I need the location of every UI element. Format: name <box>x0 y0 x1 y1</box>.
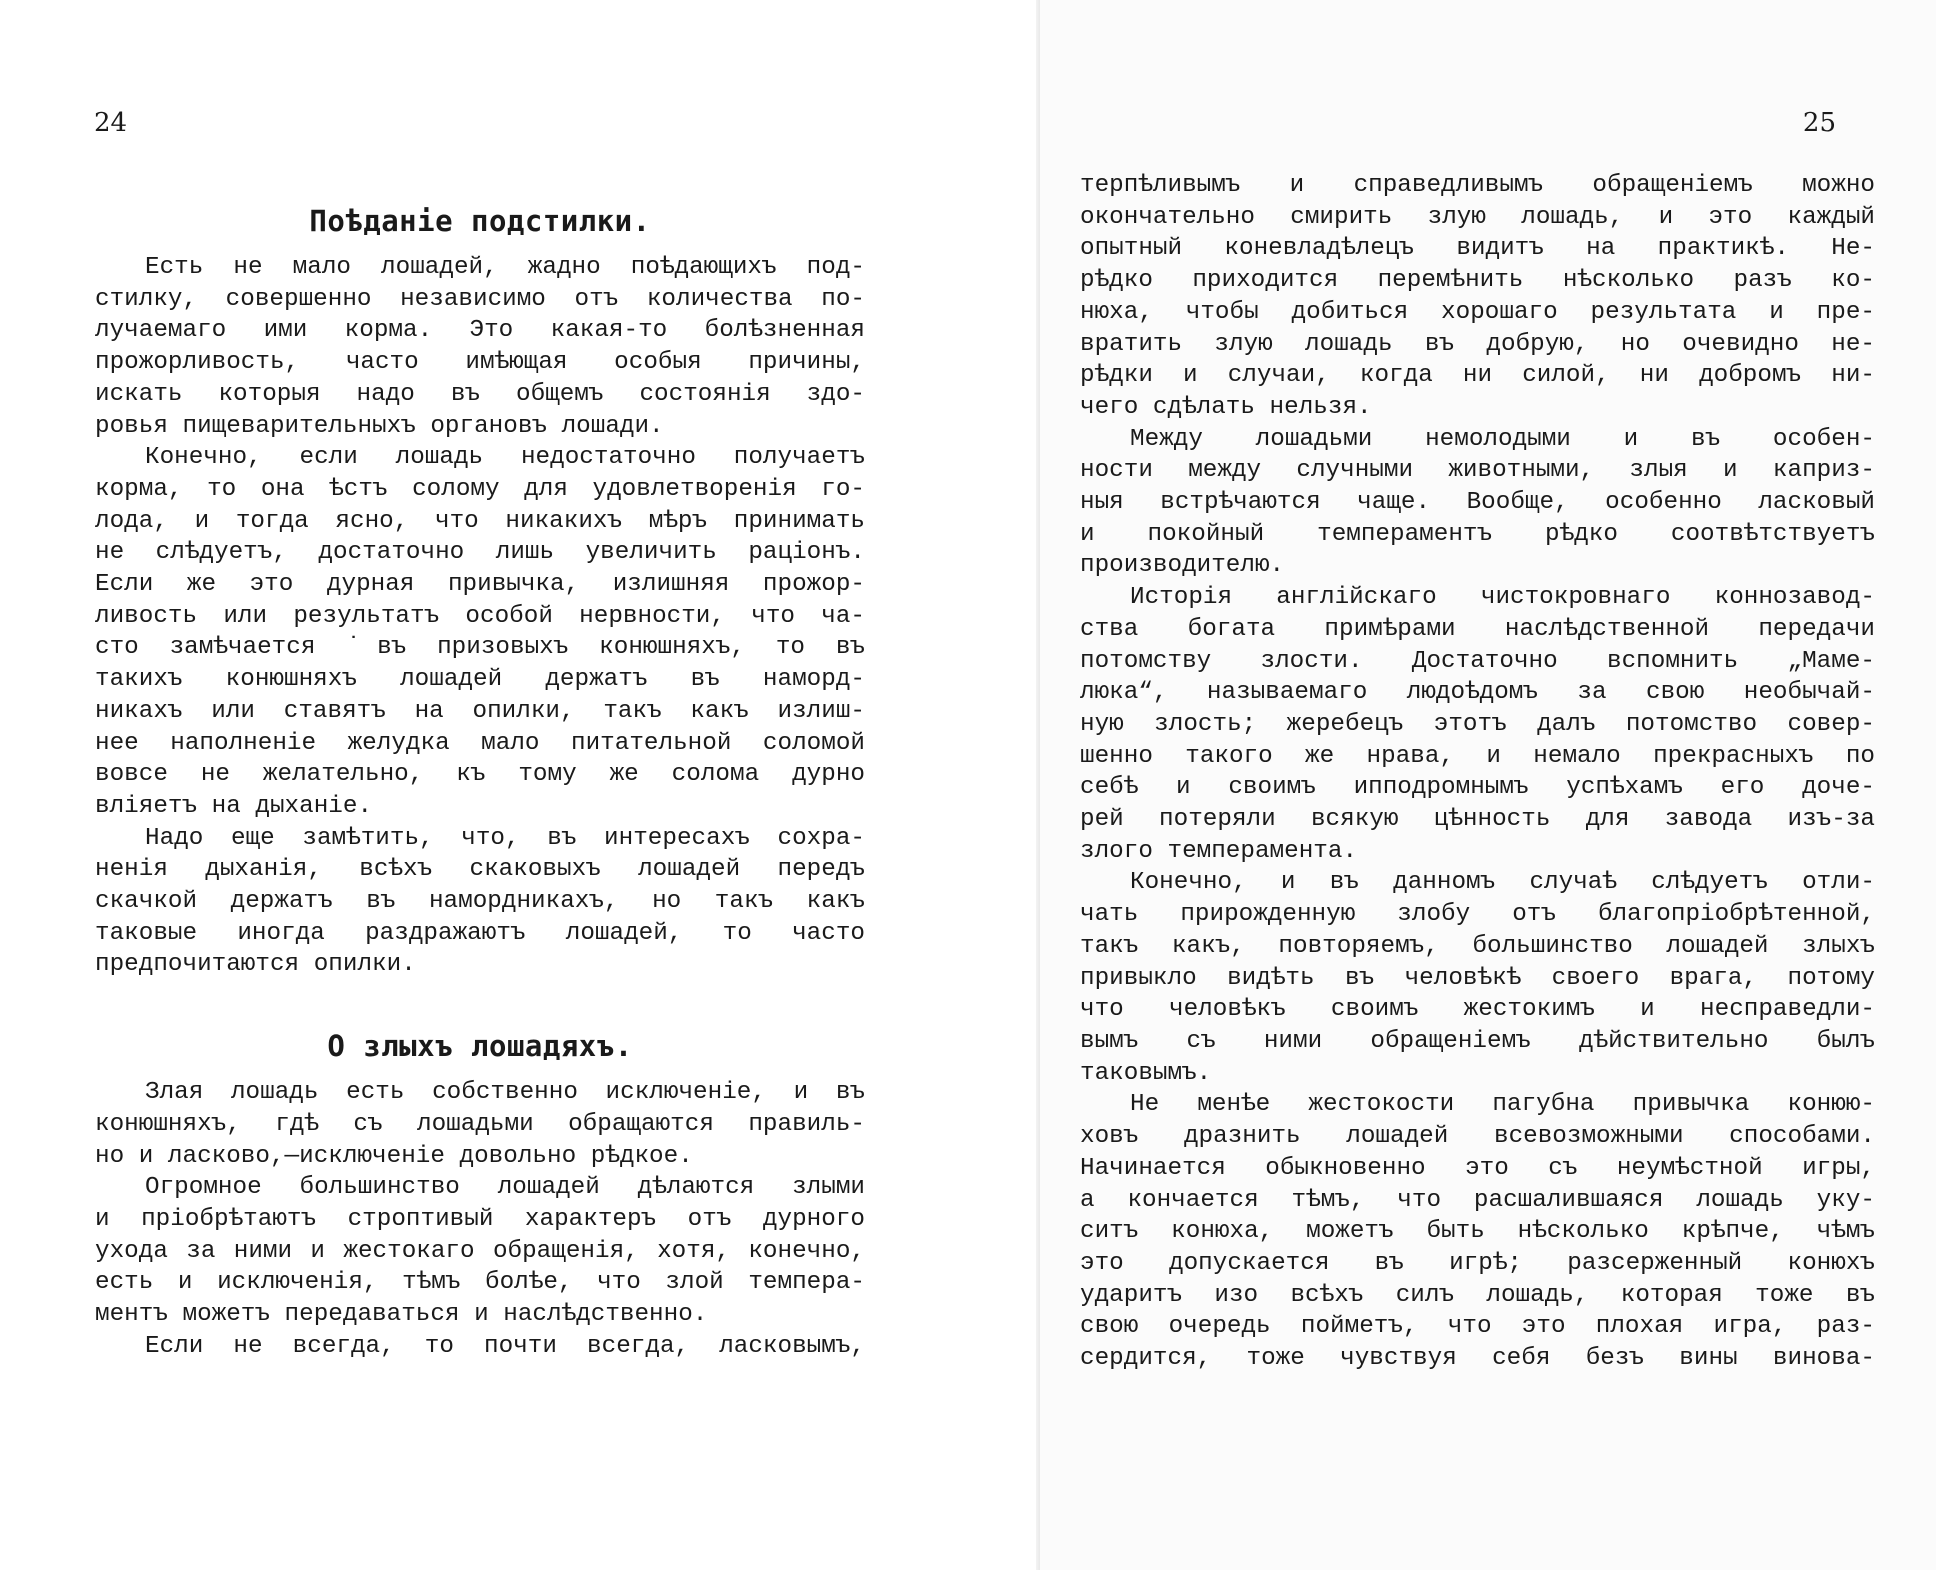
right-column <box>1080 170 1875 1375</box>
text-line: терпѣливымъ и справедливымъ обращеніемъ можно <box>1080 172 1875 199</box>
text-line: Если же это дурная привычка, излишняя прожор- <box>95 571 865 599</box>
text-line: рѣдки и случаи, когда ни силой, ни добромъ ни- <box>1080 362 1875 390</box>
text-line: ненія дыханія, всѣхъ скаковыхъ лошадей передъ <box>95 856 865 884</box>
text-line: ситъ конюха, можетъ быть нѣсколько крѣпче, чѣмъ <box>1080 1218 1875 1246</box>
text-line: люка“, называемаго людоѣдомъ за свою необычай- <box>1080 679 1875 707</box>
text-line: искать которыя надо въ общемъ состоянія здо- <box>95 380 865 408</box>
paragraph <box>1080 1089 1875 1374</box>
text-line: ливость или результатъ особой нервности, что ча- <box>95 602 865 630</box>
text-line: вратить злую лошадь въ добрую, но очевидно не- <box>1080 330 1875 358</box>
text-line: таковые иногда раздражаютъ лошадей, то часто <box>95 919 865 947</box>
left-column <box>95 196 865 1363</box>
text-line: ныя встрѣчаются чаще. Вообще, особенно ласковый <box>1080 489 1875 517</box>
text-line: но и ласково,—исключеніе довольно рѣдкое. <box>95 1142 693 1170</box>
text-line: шенно такого же нрава, и немало прекрасныхъ по <box>1080 742 1875 770</box>
paragraph <box>95 1077 865 1172</box>
text-line: Если не всегда, то почти всегда, ласковымъ, <box>145 1332 865 1360</box>
text-line: конюшняхъ, гдѣ съ лошадьми обращаются правиль- <box>95 1110 865 1138</box>
text-line: ную злость; жеребецъ этотъ далъ потомство совер- <box>1080 710 1875 738</box>
text-line: рѣдко приходится перемѣнить нѣсколько разъ ко- <box>1080 267 1875 295</box>
text-line: вовсе не желательно, къ тому же солома дурно <box>95 761 865 789</box>
text-line: Конечно, и въ данномъ случаѣ слѣдуетъ отли- <box>1130 869 1875 897</box>
text-line: Огромное большинство лошадей дѣлаются злыми <box>145 1174 865 1202</box>
page-number-right: 25 <box>1802 108 1836 138</box>
paragraph <box>95 442 865 822</box>
text-line: не слѣдуетъ, достаточно лишь увеличить раціонъ. <box>95 539 865 567</box>
paragraph <box>95 1331 865 1363</box>
text-line: есть и исключенія, тѣмъ болѣе, что злой темпера- <box>95 1269 865 1297</box>
text-line: ударитъ изо всѣхъ силъ лошадь, которая тоже въ <box>1080 1281 1875 1309</box>
text-line: себѣ и своимъ ипподромнымъ успѣхамъ его доче- <box>1080 774 1875 802</box>
text-line: лода, и тогда ясно, что никакихъ мѣръ принимать <box>95 507 865 535</box>
text-line: лучаемаго ими корма. Это какая-то болѣзненная <box>95 317 865 345</box>
text-line: злого темперамента. <box>1080 837 1358 865</box>
paragraph <box>1080 170 1875 424</box>
text-line: ности между случными животными, злыя и каприз- <box>1080 457 1875 485</box>
text-line: чего сдѣлать нельзя. <box>1080 393 1372 421</box>
text-line: корма, то она ѣстъ солому для удовлетворенія го- <box>95 475 865 503</box>
section-heading-bedding: Поѣданіе подстилки. <box>309 204 651 238</box>
text-line: Надо еще замѣтить, что, въ интересахъ сохра- <box>145 824 865 852</box>
text-line: это допускается въ игрѣ; разсерженный конюхъ <box>1080 1249 1875 1277</box>
text-line: Не менѣе жестокости пагубна привычка конюю- <box>1130 1091 1875 1119</box>
text-line: нюха, чтобы добиться хорошаго результата и пре- <box>1080 298 1875 326</box>
text-line: предпочитаются опилки. <box>95 951 416 979</box>
text-line: стилку, совершенно независимо отъ количества по- <box>95 285 865 313</box>
text-line: рей потеряли всякую цѣнность для завода изъ-за <box>1080 806 1875 834</box>
right-page <box>1040 0 1936 1570</box>
text-line: сердится, тоже чувствуя себя безъ вины винова- <box>1080 1345 1875 1373</box>
text-line: Начинается обыкновенно это съ неумѣстной игры, <box>1080 1154 1875 1182</box>
page-number-left: 24 <box>94 108 128 138</box>
text-line: производителю. <box>1080 552 1285 580</box>
text-line: Конечно, если лошадь недостаточно получаетъ <box>145 444 865 472</box>
text-line: нее наполненіе желудка мало питательной соломой <box>95 729 865 757</box>
text-line: свою очередь пойметъ, что это плохая игра, раз- <box>1080 1313 1875 1341</box>
text-line: Злая лошадь есть собственно исключеніе, и въ <box>145 1079 865 1107</box>
text-line: что человѣкъ своимъ жестокимъ и несправедли- <box>1080 996 1875 1024</box>
text-line: привыкло видѣть въ человѣкѣ своего врага, потому <box>1080 964 1875 992</box>
text-line: такихъ конюшняхъ лошадей держатъ въ наморд- <box>95 666 865 694</box>
text-line: таковымъ. <box>1080 1059 1212 1087</box>
text-line: и пріобрѣтаютъ строптивый характеръ отъ дурного <box>95 1205 865 1233</box>
paragraph <box>1080 582 1875 867</box>
text-line: ровья пищеварительныхъ органовъ лошади. <box>95 412 664 440</box>
text-line: такъ какъ, повторяемъ, большинство лошадей злыхъ <box>1080 932 1875 960</box>
text-line: прожорливость, часто имѣющая особыя причины, <box>95 349 865 377</box>
paragraph <box>1080 867 1875 1089</box>
paragraph <box>95 252 865 442</box>
paragraph <box>95 1172 865 1331</box>
text-line: никахъ или ставятъ на опилки, такъ какъ излиш- <box>95 697 865 725</box>
text-line: Исторія англійскаго чистокровнаго коннозавод- <box>1130 584 1875 612</box>
paragraph <box>1080 424 1875 583</box>
text-line: Есть не мало лошадей, жадно поѣдающихъ под- <box>145 254 865 281</box>
text-line: чать прирожденную злобу отъ благопріобрѣтенной, <box>1080 901 1875 929</box>
text-line: ства богата примѣрами наслѣдственной передачи <box>1080 615 1875 643</box>
text-line: потомству злости. Достаточно вспомнить „Маме- <box>1080 647 1875 675</box>
text-line: вліяетъ на дыханіе. <box>95 792 373 820</box>
text-line: ухода за ними и жестокаго обращенія, хотя, конечно, <box>95 1237 865 1265</box>
text-line: скачкой держатъ въ намордникахъ, но такъ какъ <box>95 888 865 916</box>
section-heading-vicious-horses: О злыхъ лошадяхъ. <box>327 1029 633 1064</box>
text-line: окончательно смирить злую лошадь, и это каждый <box>1080 203 1875 231</box>
paragraph <box>95 823 865 982</box>
text-line: вымъ съ ними обращеніемъ дѣйствительно былъ <box>1080 1027 1875 1055</box>
text-line: ментъ можетъ передаваться и наслѣдственно. <box>95 1301 708 1329</box>
text-line: и покойный темпераментъ рѣдко соотвѣтствуетъ <box>1080 520 1875 548</box>
text-line: опытный коневладѣлецъ видитъ на практикѣ. Не- <box>1080 235 1875 263</box>
text-line: сто замѣчается ˙въ призовыхъ конюшняхъ, то въ <box>95 634 865 662</box>
text-line: а кончается тѣмъ, что расшалившаяся лошадь уку- <box>1080 1186 1875 1214</box>
text-line: Между лошадьми немолодыми и въ особен- <box>1130 425 1875 453</box>
text-line: ховъ дразнить лошадей всевозможными способами. <box>1080 1123 1875 1151</box>
